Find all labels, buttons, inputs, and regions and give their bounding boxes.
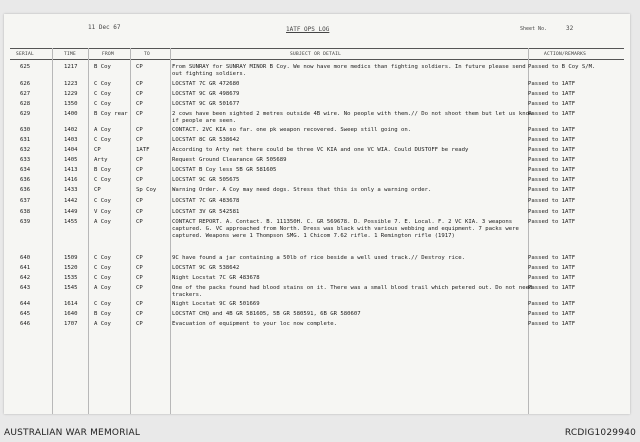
time-cell: 1545 [64,285,78,291]
to-cell: CP [136,321,143,327]
time-cell: 1455 [64,219,78,225]
subject-cell: LOCSTAT B Coy less 5B GR 581605 [172,167,277,173]
subject-cell: Evacuation of equipment to your loc now complete. [172,321,338,327]
serial-cell: 625 [20,64,31,70]
subject-cell: LOCSTAT 8C GR 538642 [172,137,240,143]
from-cell: CP [94,187,101,193]
from-cell: B Coy [94,64,111,70]
from-cell: C Coy [94,198,111,204]
time-cell: 1520 [64,265,78,271]
serial-cell: 639 [20,219,31,225]
to-cell: CP [136,167,143,173]
to-cell: CP [136,265,143,271]
record-id-footer: RCDIG1029940 [564,428,636,438]
time-cell: 1614 [64,301,78,307]
from-cell: B Coy rear [94,111,128,117]
action-cell: Passed to 1ATF [528,255,576,261]
to-cell: CP [136,111,143,117]
serial-cell: 632 [20,147,31,153]
time-cell: 1449 [64,209,78,215]
header-rule-top [10,48,624,49]
from-cell: C Coy [94,81,111,87]
action-cell: Passed to 1ATF [528,219,576,225]
to-cell: CP [136,157,143,163]
from-cell: V Coy [94,209,111,215]
to-cell: CP [136,198,143,204]
serial-cell: 628 [20,101,31,107]
subject-cell: 9C have found a jar containing a 50lb of rice beside a well used track.// Destroy rice. [172,255,465,261]
serial-cell: 633 [20,157,31,163]
time-cell: 1402 [64,127,78,133]
to-cell: 1ATF [136,147,150,153]
to-cell: CP [136,311,143,317]
column-header-from: FROM [102,52,115,57]
column-header-time: TIME [64,52,77,57]
from-cell: C Coy [94,101,111,107]
column-divider [130,48,131,414]
institution-footer: AUSTRALIAN WAR MEMORIAL [4,428,141,438]
action-cell: Passed to 1ATF [528,285,576,291]
to-cell: CP [136,127,143,133]
action-cell: Passed to 1ATF [528,127,576,133]
serial-cell: 637 [20,198,31,204]
subject-cell: One of the packs found had blood stains on it. There was a small blood trail which petered out. Do not need trackers. [172,285,533,298]
serial-cell: 645 [20,311,31,317]
action-cell: Passed to 1ATF [528,275,576,281]
from-cell: B Coy [94,167,111,173]
subject-cell: LOCSTAT CHQ and 4B GR 581605, 5B GR 580591, 6B GR 580607 [172,311,361,317]
serial-cell: 638 [20,209,31,215]
to-cell: CP [136,275,143,281]
action-cell: Passed to 1ATF [528,321,576,327]
serial-cell: 627 [20,91,31,97]
column-header-to: TO [144,52,151,57]
serial-cell: 644 [20,301,31,307]
serial-cell: 629 [20,111,31,117]
subject-cell: Night Locstat 7C GR 483678 [172,275,260,281]
serial-cell: 636 [20,177,31,183]
from-cell: C Coy [94,275,111,281]
column-header-subject: SUBJECT OR DETAIL [290,52,342,57]
to-cell: CP [136,101,143,107]
from-cell: A Coy [94,321,111,327]
action-cell: Passed to 1ATF [528,157,576,163]
column-header-serial: SERIAL [16,52,35,57]
serial-cell: 640 [20,255,31,261]
from-cell: CP [94,147,101,153]
from-cell: C Coy [94,301,111,307]
serial-cell: 631 [20,137,31,143]
time-cell: 1350 [64,101,78,107]
column-divider [170,48,171,414]
from-cell: A Coy [94,285,111,291]
subject-cell: Request Ground Clearance GR 505689 [172,157,287,163]
from-cell: Arty [94,157,108,163]
sheet-number: 32 [566,25,574,32]
action-cell: Passed to 1ATF [528,301,576,307]
to-cell: CP [136,137,143,143]
action-cell: Passed to 1ATF [528,311,576,317]
time-cell: 1223 [64,81,78,87]
subject-cell: Night Locstat 9C GR 501669 [172,301,260,307]
time-cell: 1535 [64,275,78,281]
action-cell: Passed to 1ATF [528,81,576,87]
time-cell: 1405 [64,157,78,163]
action-cell: Passed to 1ATF [528,111,576,117]
subject-cell: LOCSTAT 9C GR 501677 [172,101,240,107]
log-title: 1ATF OPS LOG [286,26,330,33]
column-divider [88,48,89,414]
action-cell: Passed to 1ATF [528,101,576,107]
subject-cell: From SUNRAY for SUNRAY MINOR B Coy. We now have more medics than fighting soldiers. In future please send out fighting soldiers. [172,64,526,77]
action-cell: Passed to 1ATF [528,177,576,183]
from-cell: C Coy [94,137,111,143]
subject-cell: LOCSTAT 3V GR 542581 [172,209,240,215]
time-cell: 1442 [64,198,78,204]
time-cell: 1217 [64,64,78,70]
action-cell: Passed to 1ATF [528,198,576,204]
time-cell: 1400 [64,111,78,117]
subject-cell: LOCSTAT 9C GR 505675 [172,177,240,183]
to-cell: CP [136,64,143,70]
action-cell: Passed to 1ATF [528,91,576,97]
serial-cell: 642 [20,275,31,281]
to-cell: CP [136,91,143,97]
time-cell: 1433 [64,187,78,193]
subject-cell: According to Arty net there could be three VC KIA and one VC WIA. Could DUSTOFF be ready [172,147,469,153]
subject-cell: Warning Order. A Coy may need dogs. Stress that this is only a warning order. [172,187,432,193]
to-cell: CP [136,209,143,215]
time-cell: 1416 [64,177,78,183]
from-cell: C Coy [94,255,111,261]
serial-cell: 646 [20,321,31,327]
time-cell: 1229 [64,91,78,97]
time-cell: 1707 [64,321,78,327]
column-divider [52,48,53,414]
header-rule-bottom [10,59,624,60]
action-cell: Passed to B Coy S/M. [528,64,596,70]
time-cell: 1413 [64,167,78,173]
subject-cell: LOCSTAT 9C GR 498679 [172,91,240,97]
from-cell: B Coy [94,311,111,317]
serial-cell: 634 [20,167,31,173]
subject-cell: CONTACT. 2VC KIA so far. one pk weapon recovered. Sweep still going on. [172,127,412,133]
to-cell: CP [136,301,143,307]
serial-cell: 636 [20,187,31,193]
to-cell: CP [136,285,143,291]
log-sheet [4,14,630,414]
time-cell: 1509 [64,255,78,261]
subject-cell: LOCSTAT 7C GR 472680 [172,81,240,87]
log-date: 11 Dec 67 [88,24,121,31]
action-cell: Passed to 1ATF [528,265,576,271]
to-cell: CP [136,219,143,225]
from-cell: C Coy [94,177,111,183]
subject-cell: 2 cows have been sighted 2 metres outside 4B wire. No people with them.// Do not shoot them but let us know if people are seen. [172,111,533,124]
to-cell: Sp Coy [136,187,157,193]
from-cell: C Coy [94,265,111,271]
subject-cell: CONTACT REPORT. A. Contact. B. 111350H. C. GR 569678. D. Possible 7. E. Local. F. 2 VC KIA. 3 weapons captured. G. VC approached from North. Dress was black with various webbing and equipment. 7 packs were captured. Weapons were 1 Thompson SMG. 1 Chicom 7.62 rifle. 1 Remington rifle (1917) [172,219,519,239]
from-cell: A Coy [94,127,111,133]
sheet-label: Sheet No. [520,26,548,32]
subject-cell: LOCSTAT 9C GR 538642 [172,265,240,271]
from-cell: C Coy [94,91,111,97]
action-cell: Passed to 1ATF [528,147,576,153]
to-cell: CP [136,255,143,261]
serial-cell: 630 [20,127,31,133]
column-header-action: ACTION/REMARKS [544,52,587,57]
time-cell: 1640 [64,311,78,317]
action-cell: Passed to 1ATF [528,209,576,215]
subject-cell: LOCSTAT 7C GR 483678 [172,198,240,204]
time-cell: 1404 [64,147,78,153]
action-cell: Passed to 1ATF [528,137,576,143]
action-cell: Passed to 1ATF [528,187,576,193]
serial-cell: 626 [20,81,31,87]
serial-cell: 643 [20,285,31,291]
to-cell: CP [136,81,143,87]
action-cell: Passed to 1ATF [528,167,576,173]
serial-cell: 641 [20,265,31,271]
from-cell: A Coy [94,219,111,225]
to-cell: CP [136,177,143,183]
time-cell: 1403 [64,137,78,143]
